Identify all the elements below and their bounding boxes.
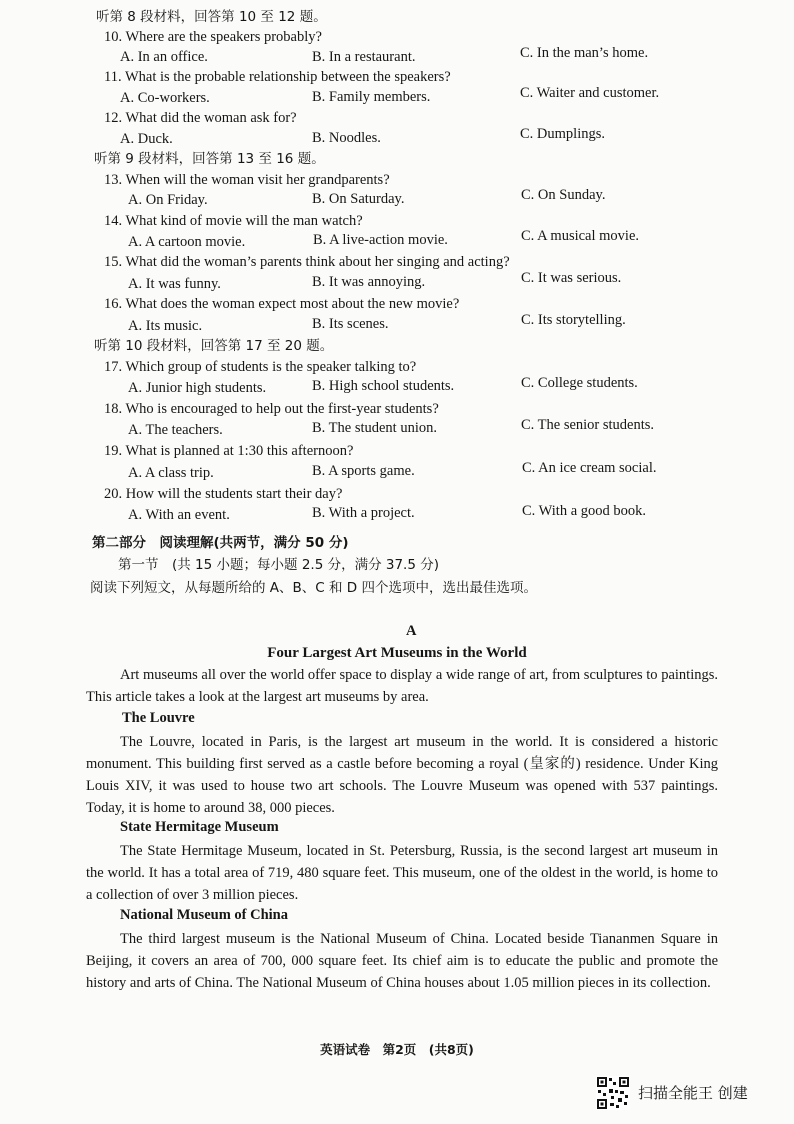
q18-option-b: B. The student union. <box>312 420 437 436</box>
louvre-paragraph: The Louvre, located in Paris, is the largest art museum in the world. It is considered a historic monument. This building first served as a castle before becoming a royal (皇家的) residence. Under King Louis XIV, it was used to house two art schools. The Louvre Museum was opened with 537 paintings. Today, it is home to around 38, 000 pieces. <box>86 734 718 816</box>
section-header-10: 听第 10 段材料，回答第 17 至 20 题。 <box>94 338 334 354</box>
q12-option-c: C. Dumplings. <box>520 126 605 142</box>
china-heading: National Museum of China <box>120 907 288 923</box>
question-13: 13. When will the woman visit her grandparents? <box>104 172 390 188</box>
q19-option-a: A. A class trip. <box>128 465 214 481</box>
q10-option-c: C. In the man’s home. <box>520 45 649 61</box>
q15-option-a: A. It was funny. <box>128 276 221 292</box>
question-15: 15. What did the woman’s parents think about her singing and acting? <box>104 254 510 270</box>
question-16: 16. What does the woman expect most about the new movie? <box>104 296 460 312</box>
q16-option-b: B. Its scenes. <box>312 316 389 332</box>
passage-letter: A <box>406 623 417 639</box>
q11-option-b: B. Family members. <box>312 89 431 105</box>
q16-option-a: A. Its music. <box>128 318 203 334</box>
part2-title: 第二部分 阅读理解(共两节，满分 50 分) <box>92 535 349 551</box>
scanner-watermark: 扫描全能王 创建 <box>638 1084 748 1102</box>
china-paragraph: The third largest museum is the National Museum of China. Located beside Tiananmen Square in Beijing, it covers an area of 700, 000 square feet. Its chief aim is to educate the public and promote the history and arts of China. The National Museum of China houses about 1.05 million pieces in its collection. <box>86 931 718 991</box>
q14-option-c: C. A musical movie. <box>521 228 640 244</box>
hermitage-paragraph: The State Hermitage Museum, located in St. Petersburg, Russia, is the second largest art museum in the world. It has a total area of 719, 480 square feet. This museum, one of the oldest in the world, is home to a collection of over 3 million pieces. <box>86 843 718 903</box>
q19-option-b: B. A sports game. <box>312 463 415 479</box>
question-17: 17. Which group of students is the speaker talking to? <box>104 359 417 375</box>
q15-option-b: B. It was annoying. <box>312 274 426 290</box>
question-14: 14. What kind of movie will the man watch? <box>104 213 363 229</box>
q10-option-b: B. In a restaurant. <box>312 49 416 65</box>
question-12: 12. What did the woman ask for? <box>104 110 297 126</box>
passage-intro: Art museums all over the world offer space to display a wide range of art, from sculptures to paintings. This article takes a look at the largest art museums by area. <box>86 667 718 705</box>
hermitage-heading: State Hermitage Museum <box>120 819 279 835</box>
q12-option-b: B. Noodles. <box>312 130 381 146</box>
passage-title: Four Largest Art Museums in the World <box>267 645 527 661</box>
q13-option-c: C. On Sunday. <box>521 187 606 203</box>
q20-option-a: A. With an event. <box>128 507 230 523</box>
q12-option-a: A. Duck. <box>120 131 173 147</box>
q20-option-c: C. With a good book. <box>522 503 647 519</box>
q20-option-b: B. With a project. <box>312 505 415 521</box>
q15-option-c: C. It was serious. <box>521 270 622 286</box>
q17-option-b: B. High school students. <box>312 378 455 394</box>
q11-option-c: C. Waiter and customer. <box>520 85 660 101</box>
q13-option-b: B. On Saturday. <box>312 191 405 207</box>
page-footer: 英语试卷 第2页 (共8页) <box>320 1042 474 1057</box>
q18-option-c: C. The senior students. <box>521 417 655 433</box>
q14-option-a: A. A cartoon movie. <box>128 234 246 250</box>
qr-code-icon <box>596 1076 630 1110</box>
section-header-9: 听第 9 段材料，回答第 13 至 16 题。 <box>94 151 325 167</box>
question-10: 10. Where are the speakers probably? <box>104 29 322 45</box>
question-19: 19. What is planned at 1:30 this afternoon? <box>104 443 354 459</box>
q18-option-a: A. The teachers. <box>128 422 223 438</box>
question-18: 18. Who is encouraged to help out the first-year students? <box>104 401 439 417</box>
q11-option-a: A. Co-workers. <box>120 90 210 106</box>
q17-option-c: C. College students. <box>521 375 638 391</box>
q14-option-b: B. A live-action movie. <box>313 232 448 248</box>
q10-option-a: A. In an office. <box>120 49 208 65</box>
q17-option-a: A. Junior high students. <box>128 380 267 396</box>
louvre-heading: The Louvre <box>122 710 195 726</box>
section1-title: 第一节 (共 15 小题；每小题 2.5 分，满分 37.5 分) <box>118 557 439 573</box>
section-header-8: 听第 8 段材料，回答第 10 至 12 题。 <box>96 9 327 25</box>
question-20: 20. How will the students start their day? <box>104 486 343 502</box>
q13-option-a: A. On Friday. <box>128 192 208 208</box>
q16-option-c: C. Its storytelling. <box>521 312 626 328</box>
reading-instruction: 阅读下列短文，从每题所给的 A、B、C 和 D 四个选项中，选出最佳选项。 <box>90 580 537 596</box>
question-11: 11. What is the probable relationship between the speakers? <box>104 69 451 85</box>
q19-option-c: C. An ice cream social. <box>522 460 657 476</box>
